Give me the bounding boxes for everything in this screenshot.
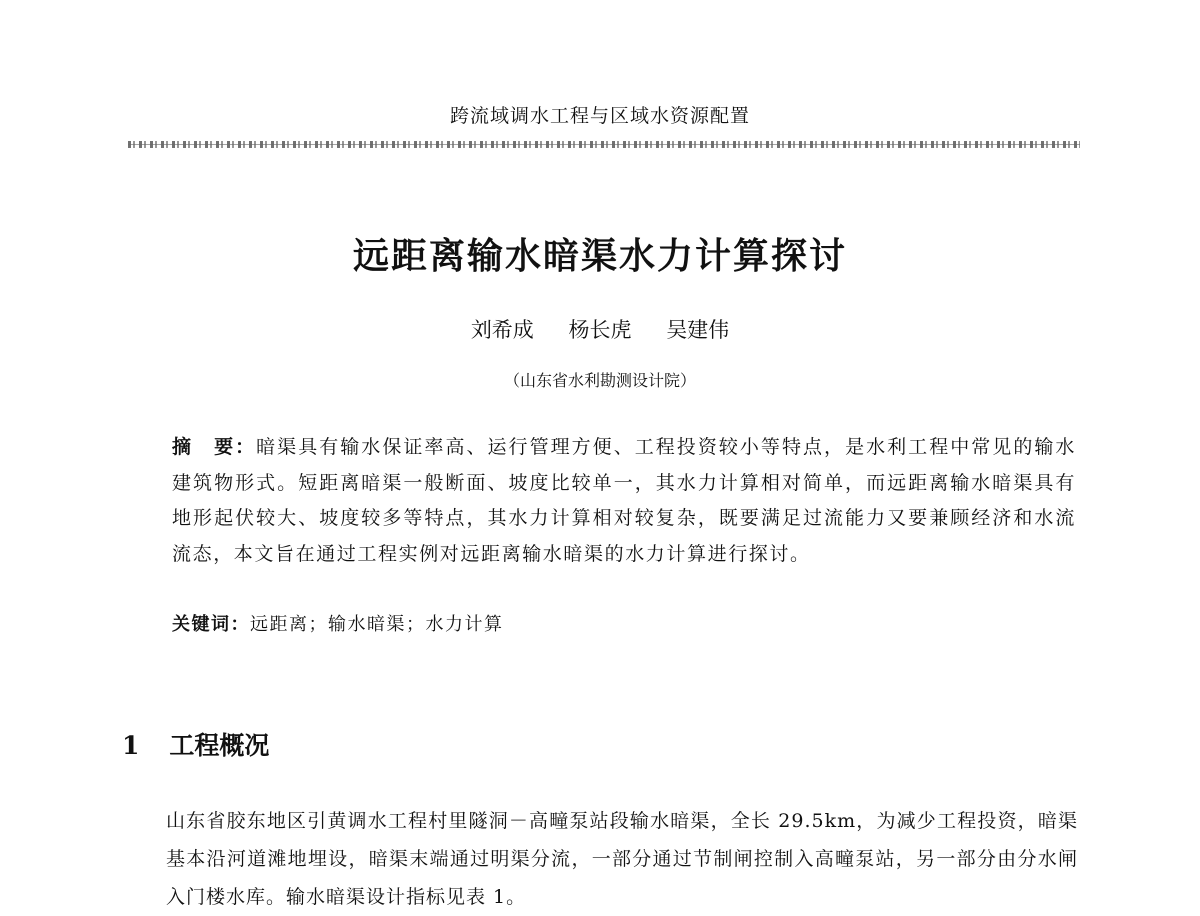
abstract-text: 暗渠具有输水保证率高、运行管理方便、工程投资较小等特点，是水利工程中常见的输水建筑物形式。短距离暗渠一般断面、坡度比较单一，其水力计算相对简单，而远距离输水暗渠具有地形起伏较大、坡度较多等特点，其水力计算相对较复杂，既要满足过流能力又要兼顾经济和水流流态，本文旨在通过工程实例对远距离输水暗渠的水力计算进行探讨。 [172,436,1076,565]
affiliation: （山东省水利勘测设计院） [503,371,696,390]
author-name: 吴建伟 [666,318,730,342]
abstract-label: 摘 要： [172,436,257,458]
paper-title: 远距离输水暗渠水力计算探讨 [352,236,847,277]
section-title: 工程概况 [169,731,270,760]
section-heading [122,726,269,762]
keywords-label: 关键词： [172,614,250,635]
section-number: 1 [122,731,140,760]
header-rule [128,141,1080,148]
keywords [172,610,504,636]
body-text: 山东省胶东地区引黄调水工程村里隧洞－高疃泵站段输水暗渠，全长 29.5km，为减少工程投资，暗渠基本沿河道滩地埋设，暗渠末端通过明渠分流，一部分通过节制闸控制入高疃泵站，另一部分由分水闸入门楼水库。输水暗渠设计指标见表 1。 [166,810,1078,908]
abstract [128,430,1076,572]
keywords-text: 远距离；输水暗渠；水力计算 [250,614,504,635]
author-list [0,314,1200,344]
body-paragraph [122,802,1078,916]
running-head: 跨流域调水工程与区域水资源配置 [449,105,750,127]
author-name: 刘希成 [470,318,534,342]
author-name: 杨长虎 [568,318,632,342]
